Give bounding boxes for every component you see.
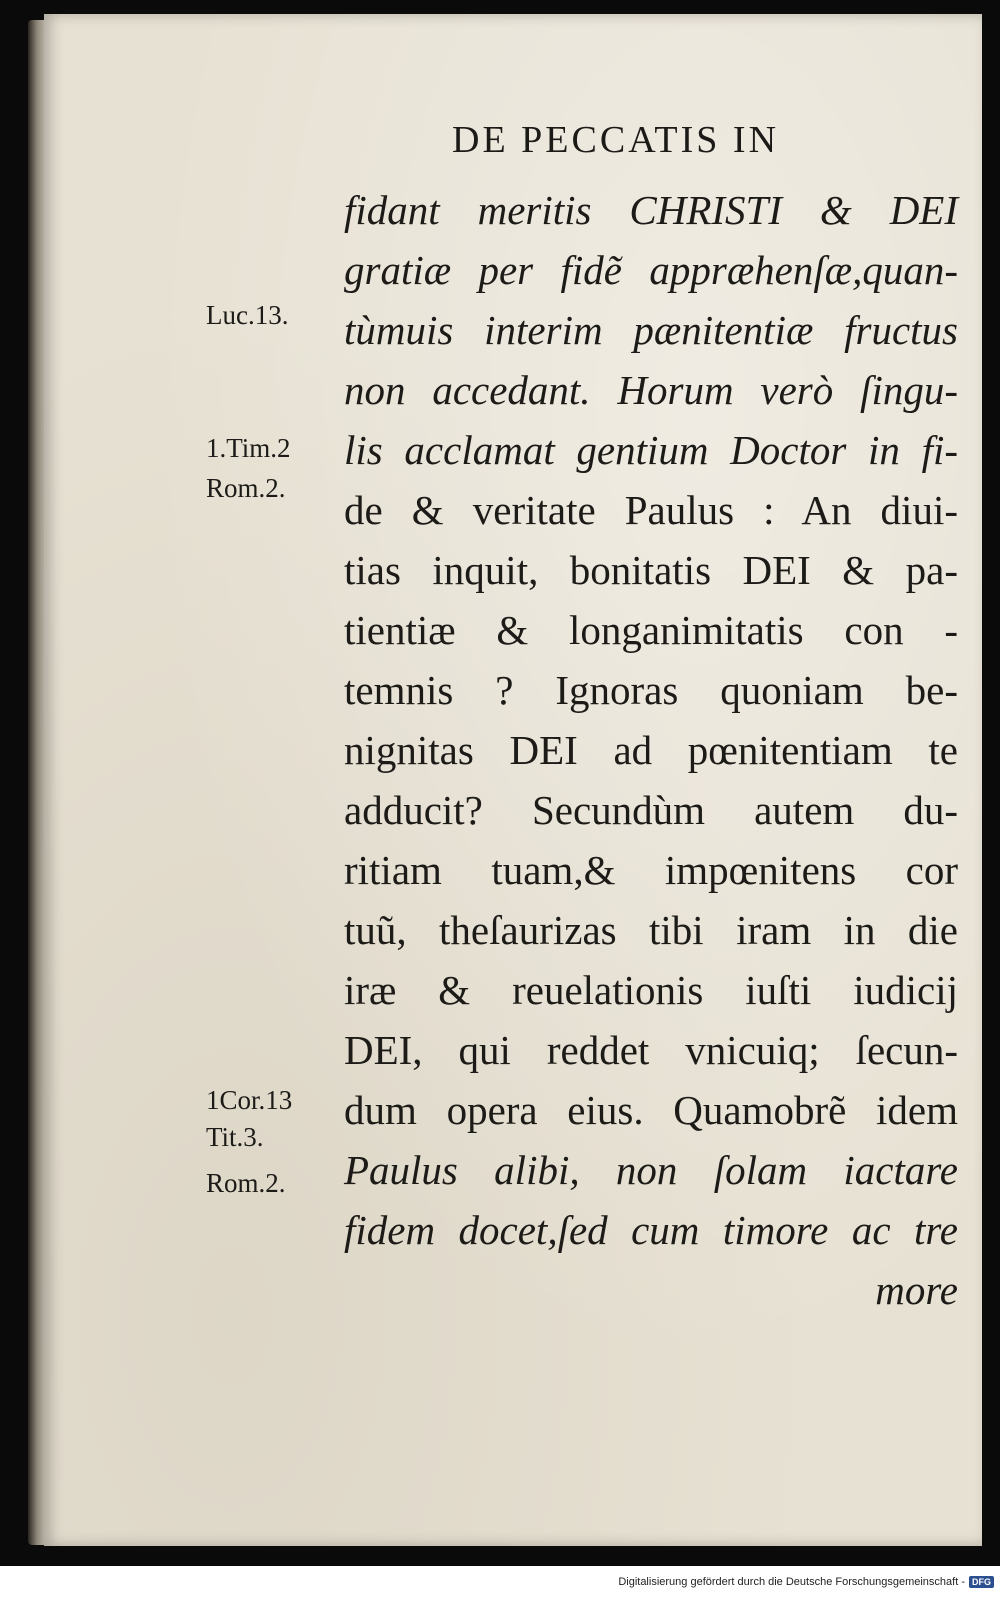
text-line: de & veritate Paulus : An diui- [344, 487, 958, 533]
text-line: fidem docet,ſed cum timore ac tre [344, 1207, 958, 1253]
margin-note: 1.Tim.2 [206, 433, 291, 463]
text-line: Paulus alibi, non ſolam iactare [344, 1147, 958, 1193]
text-line: non accedant. Horum verò ſingu- [344, 367, 958, 413]
text-line: DEI, qui reddet vnicuiq; ſecun- [344, 1027, 958, 1073]
credit-text: Digitalisierung gefördert durch die Deutsche Forschungsgemeinschaft - [618, 1576, 965, 1588]
text-line: iræ & reuelationis iuſti iudicij [344, 967, 958, 1013]
margin-note: Rom.2. [206, 1168, 286, 1198]
running-head: DE PECCATIS IN [452, 119, 780, 161]
text-line: temnis ? Ignoras quoniam be- [344, 667, 958, 713]
text-line: nignitas DEI ad pœnitentiam te [344, 727, 958, 773]
text-line: adducit? Secundùm autem du- [344, 787, 958, 833]
text-line: gratiæ per fidẽ appræhenſæ,quan- [344, 247, 958, 293]
text-line: ritiam tuam,& impœnitens cor [344, 847, 958, 893]
text-line: dum opera eius. Quamobrẽ idem [344, 1087, 958, 1133]
text-line: tias inquit, bonitatis DEI & pa- [344, 547, 958, 593]
digitization-credit [618, 1576, 994, 1588]
text-line: fidant meritis CHRISTI & DEI [344, 187, 958, 233]
margin-note: Tit.3. [206, 1122, 264, 1152]
dfg-logo: DFG [969, 1576, 994, 1588]
catchword: more [875, 1267, 958, 1313]
margin-note: Rom.2. [206, 473, 286, 503]
margin-note: Luc.13. [206, 300, 289, 330]
text-line: tuũ, theſaurizas tibi iram in die [344, 907, 958, 953]
text-line: lis acclamat gentium Doctor in fi- [344, 427, 958, 473]
text-line: tùmuis interim pænitentiæ fructus [344, 307, 958, 353]
margin-note: 1Cor.13 [206, 1085, 293, 1115]
text-line: tientiæ & longanimitatis con - [344, 607, 958, 653]
